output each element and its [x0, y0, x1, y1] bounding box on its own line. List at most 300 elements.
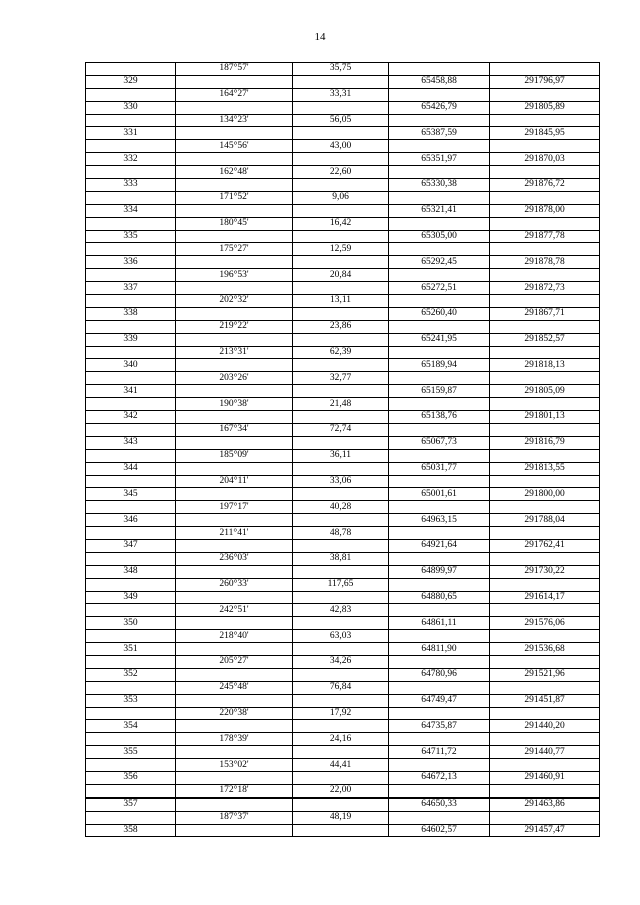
angle-cell [176, 153, 293, 166]
x-coordinate-cell: 65067,73 [389, 436, 490, 449]
point-row [86, 411, 600, 424]
angle-cell: 180°45' [176, 217, 293, 230]
point-number-cell [86, 630, 176, 643]
length-cell [293, 179, 389, 192]
segment-row [86, 320, 600, 333]
y-coordinate-cell: 291463,86 [490, 798, 600, 811]
x-coordinate-cell: 64861,11 [389, 617, 490, 630]
point-number-cell: 345 [86, 488, 176, 501]
point-number-cell [86, 346, 176, 359]
x-coordinate-cell: 64650,33 [389, 798, 490, 811]
length-cell [293, 101, 389, 114]
point-number-cell [86, 501, 176, 514]
angle-cell [176, 333, 293, 346]
segment-row [86, 733, 600, 746]
y-coordinate-cell: 291440,77 [490, 746, 600, 759]
length-cell: 62,39 [293, 346, 389, 359]
length-cell: 22,60 [293, 166, 389, 179]
segment-row [86, 166, 600, 179]
segment-row [86, 707, 600, 720]
angle-cell [176, 385, 293, 398]
segment-row [86, 655, 600, 668]
x-coordinate-cell: 65272,51 [389, 282, 490, 295]
length-cell [293, 204, 389, 217]
point-row [86, 153, 600, 166]
length-cell: 40,28 [293, 501, 389, 514]
point-number-cell: 352 [86, 668, 176, 681]
x-coordinate-cell [389, 423, 490, 436]
angle-cell [176, 75, 293, 88]
angle-cell: 211°41' [176, 527, 293, 540]
x-coordinate-cell: 65351,97 [389, 153, 490, 166]
y-coordinate-cell [490, 811, 600, 824]
angle-cell [176, 359, 293, 372]
angle-cell [176, 617, 293, 630]
length-cell [293, 127, 389, 140]
length-cell [293, 720, 389, 733]
point-number-cell [86, 681, 176, 694]
angle-cell [176, 668, 293, 681]
y-coordinate-cell: 291877,78 [490, 230, 600, 243]
y-coordinate-cell [490, 295, 600, 308]
length-cell: 17,92 [293, 707, 389, 720]
x-coordinate-cell: 65321,41 [389, 204, 490, 217]
point-row [86, 720, 600, 733]
x-coordinate-cell: 65031,77 [389, 462, 490, 475]
point-row [86, 591, 600, 604]
coordinates-table [85, 62, 600, 837]
point-number-cell [86, 295, 176, 308]
y-coordinate-cell: 291872,73 [490, 282, 600, 295]
point-number-cell [86, 707, 176, 720]
x-coordinate-cell [389, 527, 490, 540]
length-cell: 33,06 [293, 475, 389, 488]
length-cell: 48,78 [293, 527, 389, 540]
point-row [86, 179, 600, 192]
x-coordinate-cell: 65426,79 [389, 101, 490, 114]
point-number-cell: 357 [86, 798, 176, 811]
segment-row [86, 140, 600, 153]
y-coordinate-cell [490, 733, 600, 746]
point-row [86, 694, 600, 707]
coordinates-table-body [86, 63, 600, 837]
x-coordinate-cell [389, 191, 490, 204]
point-number-cell [86, 552, 176, 565]
point-number-cell [86, 527, 176, 540]
length-cell: 42,83 [293, 604, 389, 617]
x-coordinate-cell [389, 217, 490, 230]
y-coordinate-cell [490, 88, 600, 101]
point-number-cell: 330 [86, 101, 176, 114]
y-coordinate-cell: 291878,78 [490, 256, 600, 269]
segment-row [86, 398, 600, 411]
x-coordinate-cell [389, 501, 490, 514]
angle-cell [176, 746, 293, 759]
point-number-cell: 337 [86, 282, 176, 295]
segment-row [86, 217, 600, 230]
angle-cell: 145°56' [176, 140, 293, 153]
point-number-cell: 333 [86, 179, 176, 192]
y-coordinate-cell: 291457,47 [490, 824, 600, 837]
segment-row [86, 372, 600, 385]
length-cell [293, 75, 389, 88]
length-cell: 43,00 [293, 140, 389, 153]
x-coordinate-cell [389, 243, 490, 256]
point-number-cell: 329 [86, 75, 176, 88]
length-cell [293, 333, 389, 346]
length-cell: 63,03 [293, 630, 389, 643]
segment-row [86, 114, 600, 127]
point-number-cell: 338 [86, 307, 176, 320]
segment-row [86, 527, 600, 540]
angle-cell [176, 565, 293, 578]
point-row [86, 462, 600, 475]
length-cell: 13,11 [293, 295, 389, 308]
angle-cell: 187°57' [176, 63, 293, 76]
y-coordinate-cell: 291876,72 [490, 179, 600, 192]
point-row [86, 436, 600, 449]
angle-cell: 242°51' [176, 604, 293, 617]
angle-cell: 204°11' [176, 475, 293, 488]
x-coordinate-cell: 65138,76 [389, 411, 490, 424]
x-coordinate-cell: 65001,61 [389, 488, 490, 501]
angle-cell [176, 462, 293, 475]
point-row [86, 565, 600, 578]
x-coordinate-cell: 64921,64 [389, 539, 490, 552]
point-number-cell [86, 88, 176, 101]
length-cell [293, 385, 389, 398]
point-row [86, 256, 600, 269]
point-number-cell [86, 604, 176, 617]
x-coordinate-cell: 64672,13 [389, 771, 490, 784]
segment-row [86, 449, 600, 462]
point-number-cell [86, 140, 176, 153]
y-coordinate-cell [490, 166, 600, 179]
x-coordinate-cell [389, 372, 490, 385]
point-number-cell: 351 [86, 643, 176, 656]
angle-cell [176, 798, 293, 811]
point-number-cell [86, 784, 176, 797]
angle-cell: 178°39' [176, 733, 293, 746]
x-coordinate-cell [389, 269, 490, 282]
angle-cell [176, 436, 293, 449]
x-coordinate-cell [389, 552, 490, 565]
angle-cell [176, 771, 293, 784]
length-cell [293, 694, 389, 707]
y-coordinate-cell [490, 140, 600, 153]
angle-cell [176, 127, 293, 140]
angle-cell [176, 720, 293, 733]
point-number-cell: 353 [86, 694, 176, 707]
x-coordinate-cell: 64880,65 [389, 591, 490, 604]
x-coordinate-cell [389, 320, 490, 333]
point-row [86, 824, 600, 837]
point-number-cell: 358 [86, 824, 176, 837]
y-coordinate-cell: 291451,87 [490, 694, 600, 707]
point-number-cell [86, 269, 176, 282]
y-coordinate-cell [490, 269, 600, 282]
point-row [86, 204, 600, 217]
angle-cell: 203°26' [176, 372, 293, 385]
point-row [86, 514, 600, 527]
y-coordinate-cell: 291813,55 [490, 462, 600, 475]
y-coordinate-cell [490, 372, 600, 385]
angle-cell [176, 824, 293, 837]
y-coordinate-cell [490, 784, 600, 797]
y-coordinate-cell: 291762,41 [490, 539, 600, 552]
y-coordinate-cell [490, 346, 600, 359]
segment-row [86, 681, 600, 694]
y-coordinate-cell [490, 114, 600, 127]
length-cell: 35,75 [293, 63, 389, 76]
x-coordinate-cell [389, 733, 490, 746]
y-coordinate-cell [490, 681, 600, 694]
angle-cell [176, 256, 293, 269]
length-cell [293, 617, 389, 630]
point-row [86, 488, 600, 501]
angle-cell [176, 230, 293, 243]
length-cell [293, 488, 389, 501]
length-cell [293, 307, 389, 320]
x-coordinate-cell: 65159,87 [389, 385, 490, 398]
segment-row [86, 475, 600, 488]
x-coordinate-cell [389, 166, 490, 179]
x-coordinate-cell [389, 346, 490, 359]
length-cell [293, 824, 389, 837]
angle-cell: 153°02' [176, 759, 293, 772]
point-number-cell [86, 449, 176, 462]
point-number-cell [86, 63, 176, 76]
x-coordinate-cell [389, 114, 490, 127]
length-cell: 56,05 [293, 114, 389, 127]
angle-cell: 167°34' [176, 423, 293, 436]
angle-cell: 171°52' [176, 191, 293, 204]
angle-cell: 202°32' [176, 295, 293, 308]
point-number-cell [86, 759, 176, 772]
x-coordinate-cell: 64602,57 [389, 824, 490, 837]
y-coordinate-cell: 291614,17 [490, 591, 600, 604]
y-coordinate-cell [490, 243, 600, 256]
angle-cell: 236°03' [176, 552, 293, 565]
y-coordinate-cell [490, 217, 600, 230]
point-number-cell [86, 475, 176, 488]
point-row [86, 643, 600, 656]
angle-cell [176, 591, 293, 604]
angle-cell: 172°18' [176, 784, 293, 797]
point-row [86, 539, 600, 552]
y-coordinate-cell [490, 578, 600, 591]
point-number-cell [86, 398, 176, 411]
angle-cell [176, 411, 293, 424]
y-coordinate-cell: 291870,03 [490, 153, 600, 166]
point-number-cell [86, 578, 176, 591]
x-coordinate-cell [389, 604, 490, 617]
point-row [86, 333, 600, 346]
angle-cell: 175°27' [176, 243, 293, 256]
angle-cell [176, 643, 293, 656]
y-coordinate-cell: 291818,13 [490, 359, 600, 372]
point-number-cell: 355 [86, 746, 176, 759]
segment-row [86, 191, 600, 204]
x-coordinate-cell: 64749,47 [389, 694, 490, 707]
length-cell: 44,41 [293, 759, 389, 772]
x-coordinate-cell [389, 681, 490, 694]
point-number-cell: 342 [86, 411, 176, 424]
x-coordinate-cell: 64780,96 [389, 668, 490, 681]
length-cell: 22,00 [293, 784, 389, 797]
angle-cell: 197°17' [176, 501, 293, 514]
angle-cell [176, 488, 293, 501]
y-coordinate-cell [490, 552, 600, 565]
length-cell: 34,26 [293, 655, 389, 668]
y-coordinate-cell: 291460,91 [490, 771, 600, 784]
y-coordinate-cell [490, 707, 600, 720]
length-cell [293, 798, 389, 811]
point-number-cell: 346 [86, 514, 176, 527]
length-cell [293, 411, 389, 424]
y-coordinate-cell [490, 475, 600, 488]
x-coordinate-cell [389, 784, 490, 797]
y-coordinate-cell [490, 655, 600, 668]
point-number-cell [86, 811, 176, 824]
x-coordinate-cell [389, 88, 490, 101]
point-number-cell [86, 320, 176, 333]
length-cell [293, 256, 389, 269]
x-coordinate-cell: 65330,38 [389, 179, 490, 192]
angle-cell: 219°22' [176, 320, 293, 333]
angle-cell: 134°23' [176, 114, 293, 127]
angle-cell: 218°40' [176, 630, 293, 643]
segment-row [86, 295, 600, 308]
angle-cell [176, 307, 293, 320]
point-number-cell [86, 423, 176, 436]
length-cell [293, 282, 389, 295]
angle-cell [176, 204, 293, 217]
segment-row [86, 604, 600, 617]
point-row [86, 101, 600, 114]
point-number-cell [86, 166, 176, 179]
y-coordinate-cell: 291800,00 [490, 488, 600, 501]
length-cell [293, 230, 389, 243]
x-coordinate-cell: 65387,59 [389, 127, 490, 140]
x-coordinate-cell: 64811,90 [389, 643, 490, 656]
point-number-cell: 354 [86, 720, 176, 733]
page-number: 14 [314, 31, 326, 43]
point-number-cell [86, 217, 176, 230]
length-cell: 38,81 [293, 552, 389, 565]
point-row [86, 746, 600, 759]
x-coordinate-cell [389, 630, 490, 643]
y-coordinate-cell: 291576,06 [490, 617, 600, 630]
angle-cell: 164°27' [176, 88, 293, 101]
x-coordinate-cell [389, 578, 490, 591]
point-number-cell: 331 [86, 127, 176, 140]
point-number-cell [86, 733, 176, 746]
y-coordinate-cell: 291845,95 [490, 127, 600, 140]
x-coordinate-cell: 65458,88 [389, 75, 490, 88]
angle-cell: 213°31' [176, 346, 293, 359]
point-row [86, 75, 600, 88]
y-coordinate-cell [490, 604, 600, 617]
length-cell [293, 746, 389, 759]
point-number-cell: 335 [86, 230, 176, 243]
point-row [86, 385, 600, 398]
y-coordinate-cell [490, 630, 600, 643]
y-coordinate-cell [490, 398, 600, 411]
y-coordinate-cell [490, 501, 600, 514]
angle-cell [176, 179, 293, 192]
angle-cell [176, 539, 293, 552]
point-number-cell [86, 655, 176, 668]
point-number-cell: 350 [86, 617, 176, 630]
y-coordinate-cell [490, 191, 600, 204]
y-coordinate-cell: 291801,13 [490, 411, 600, 424]
length-cell: 76,84 [293, 681, 389, 694]
x-coordinate-cell: 65241,95 [389, 333, 490, 346]
y-coordinate-cell: 291867,71 [490, 307, 600, 320]
length-cell [293, 591, 389, 604]
angle-cell: 185°09' [176, 449, 293, 462]
length-cell: 24,16 [293, 733, 389, 746]
point-row [86, 668, 600, 681]
length-cell: 23,86 [293, 320, 389, 333]
angle-cell: 162°48' [176, 166, 293, 179]
angle-cell: 190°38' [176, 398, 293, 411]
length-cell: 12,59 [293, 243, 389, 256]
segment-row [86, 759, 600, 772]
y-coordinate-cell: 291878,00 [490, 204, 600, 217]
x-coordinate-cell [389, 140, 490, 153]
length-cell: 72,74 [293, 423, 389, 436]
x-coordinate-cell [389, 707, 490, 720]
angle-cell: 205°27' [176, 655, 293, 668]
length-cell [293, 643, 389, 656]
x-coordinate-cell [389, 475, 490, 488]
segment-row [86, 269, 600, 282]
point-row [86, 798, 600, 811]
x-coordinate-cell [389, 449, 490, 462]
point-number-cell: 336 [86, 256, 176, 269]
length-cell [293, 462, 389, 475]
angle-cell: 245°48' [176, 681, 293, 694]
y-coordinate-cell [490, 423, 600, 436]
point-number-cell: 343 [86, 436, 176, 449]
point-number-cell [86, 114, 176, 127]
angle-cell [176, 282, 293, 295]
segment-row [86, 630, 600, 643]
x-coordinate-cell: 65305,00 [389, 230, 490, 243]
y-coordinate-cell: 291521,96 [490, 668, 600, 681]
point-number-cell: 334 [86, 204, 176, 217]
x-coordinate-cell: 65260,40 [389, 307, 490, 320]
point-number-cell: 347 [86, 539, 176, 552]
point-number-cell: 349 [86, 591, 176, 604]
x-coordinate-cell: 65189,94 [389, 359, 490, 372]
length-cell: 32,77 [293, 372, 389, 385]
segment-row [86, 552, 600, 565]
point-number-cell: 339 [86, 333, 176, 346]
point-row [86, 230, 600, 243]
length-cell: 16,42 [293, 217, 389, 230]
length-cell [293, 153, 389, 166]
y-coordinate-cell: 291536,68 [490, 643, 600, 656]
segment-row [86, 578, 600, 591]
y-coordinate-cell [490, 527, 600, 540]
point-number-cell [86, 372, 176, 385]
length-cell [293, 359, 389, 372]
y-coordinate-cell [490, 759, 600, 772]
x-coordinate-cell [389, 295, 490, 308]
